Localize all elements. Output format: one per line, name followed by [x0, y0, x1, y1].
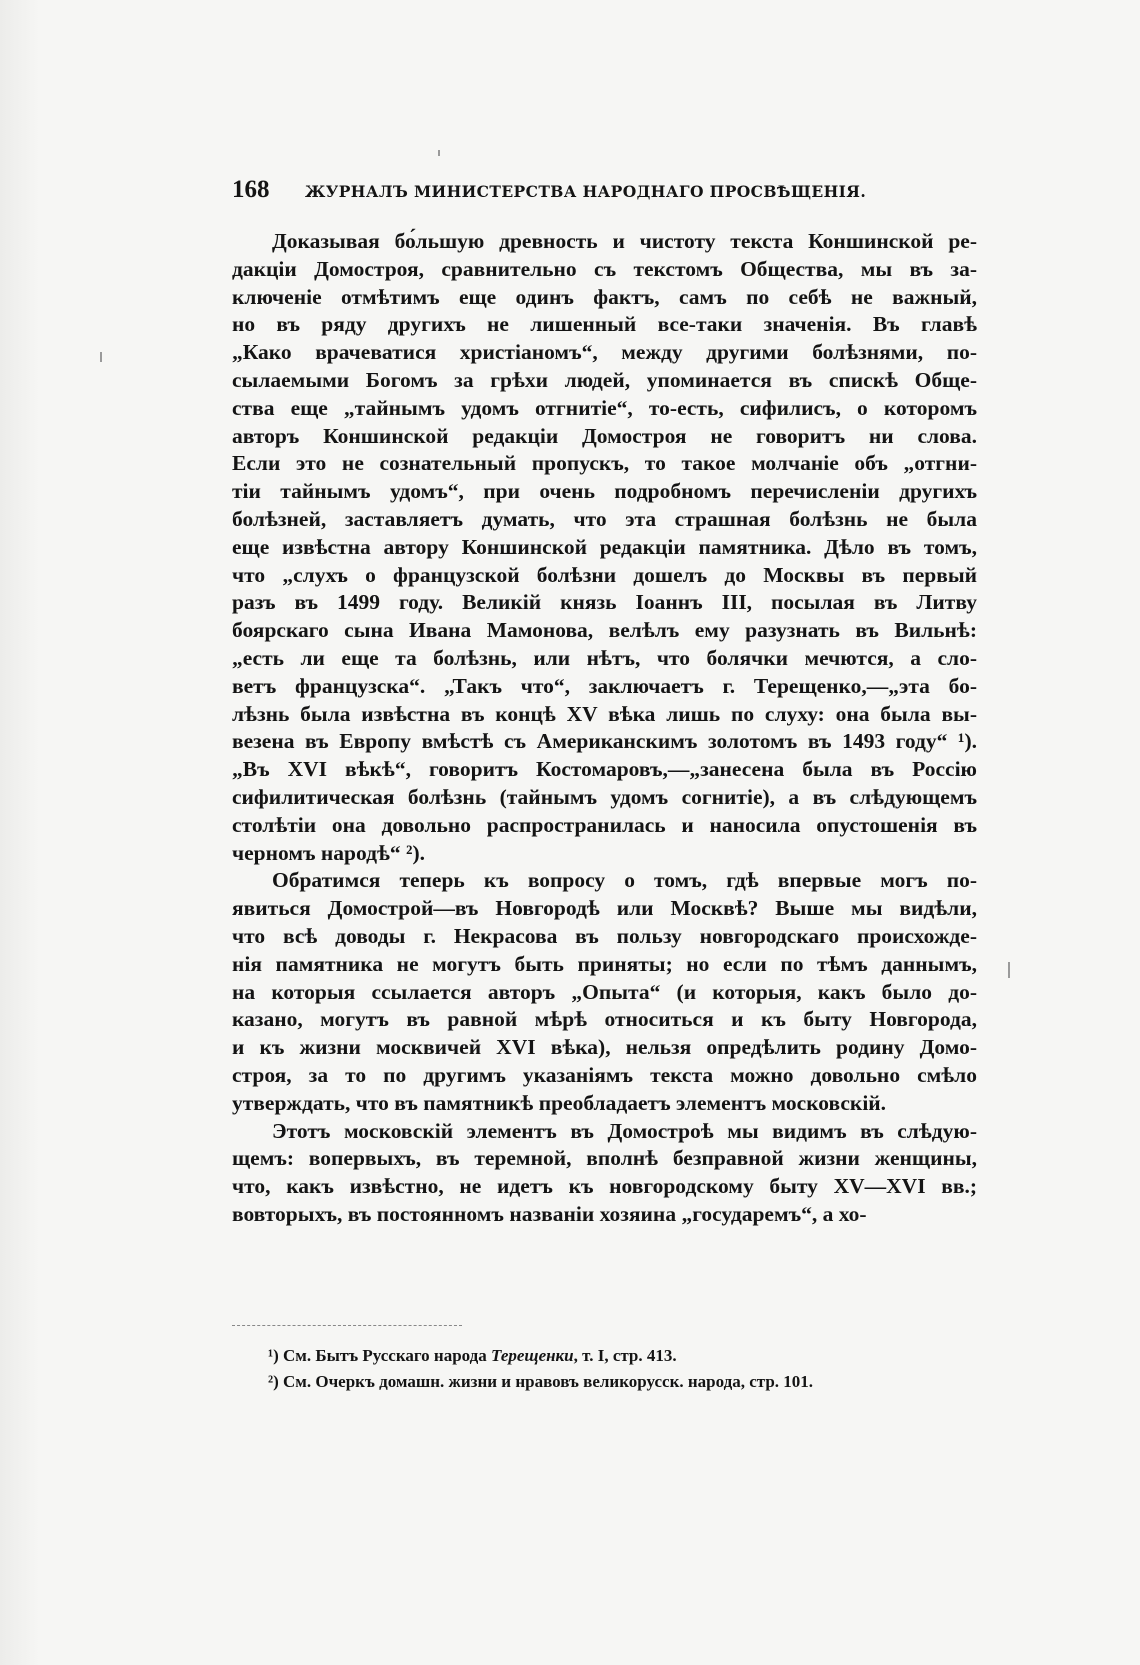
text-line: тіи тайнымъ удомъ“, при очень подробномъ перечисленіи другихъ: [232, 479, 977, 504]
text-line: что всѣ доводы г. Некрасова въ пользу новгородскаго происхожде-: [232, 923, 977, 948]
text-line: сифилитическая болѣзнь (тайнымъ удомъ согнитіе), а въ слѣдующемъ: [232, 784, 977, 809]
running-title: ЖУРНАЛЪ МИНИСТЕРСТВА НАРОДНАГО ПРОСВѢЩЕНІЯ.: [305, 182, 867, 201]
text-line: явиться Домострой—въ Новгородѣ или Москвѣ? Выше мы видѣли,: [232, 896, 977, 921]
text-line: ства еще „тайнымъ удомъ отгнитіе“, то-есть, сифилисъ, о которомъ: [232, 395, 977, 420]
footnotes: [268, 1343, 968, 1395]
text-line: еще извѣстна автору Коншинской редакціи памятника. Дѣло въ томъ,: [232, 534, 977, 559]
text-line: ветъ французска“. „Такъ что“, заключаетъ г. Терещенко,—„эта бо-: [232, 673, 977, 698]
scan-speck: [438, 150, 440, 156]
text-line: боярскаго сына Ивана Мамонова, велѣлъ ему разузнать въ Вильнѣ:: [232, 618, 977, 643]
text-line: черномъ народѣ“ ²).: [232, 840, 426, 865]
footnote-1-prefix: ¹) См. Бытъ Русскаго народа: [268, 1346, 492, 1365]
text-line: болѣзней, заставляетъ думать, что эта страшная болѣзнь не была: [232, 506, 977, 531]
text-line: дакціи Домостроя, сравнительно съ текстомъ Общества, мы въ за-: [232, 256, 977, 281]
page-header: [232, 176, 977, 206]
footnote-1-suffix: , т. I, стр. 413.: [573, 1346, 677, 1365]
scan-speck: [100, 352, 102, 362]
text-line: утверждать, что въ памятникѣ преобладаетъ элементъ московскій.: [232, 1090, 887, 1115]
text-line: лѣзнь была извѣстна въ концѣ XV вѣка лишь по слуху: она была вы-: [232, 701, 977, 726]
text-line: „есть ли еще та болѣзнь, или нѣтъ, что болячки мечются, а сло-: [232, 645, 977, 670]
text-line: и къ жизни москвичей XVI вѣка), нельзя опредѣлить родину Домо-: [232, 1035, 977, 1060]
text-line: „Како врачеватися христіаномъ“, между другими болѣзнями, по-: [232, 340, 977, 365]
body-text: [232, 228, 977, 1229]
text-line: разъ въ 1499 году. Великій князь Іоаннъ III, посылая въ Литву: [232, 590, 977, 615]
scan-speck: [1008, 962, 1010, 978]
footnote-1-author: Терещенки: [491, 1346, 574, 1365]
text-line: Этотъ московскій элементъ въ Домостроѣ мы видимъ въ слѣдую-: [272, 1118, 977, 1143]
text-line: Обратимся теперь къ вопросу о томъ, гдѣ впервые могъ по-: [272, 868, 977, 893]
text-line: Доказывая бо́льшую древность и чистоту текста Коншинской ре-: [272, 229, 977, 253]
text-line: нія памятника не могутъ быть приняты; но если по тѣмъ даннымъ,: [232, 951, 977, 976]
footnote-1: [268, 1343, 968, 1369]
text-line: но въ ряду другихъ не лишенный все-таки значенія. Въ главѣ: [232, 312, 977, 337]
footnote-2: ²) См. Очеркъ домашн. жизни и нравовъ великорусск. народа, стр. 101.: [268, 1372, 814, 1391]
text-line: вовторыхъ, въ постоянномъ названіи хозяина „государемъ“, а хо-: [232, 1201, 867, 1226]
text-line: сылаемыми Богомъ за грѣхи людей, упоминается въ спискѣ Обще-: [232, 367, 977, 392]
text-line: что, какъ извѣстно, не идетъ къ новгородскому быту XV—XVI вв.;: [232, 1174, 977, 1199]
text-line: на которыя ссылается авторъ „Опыта“ (и которыя, какъ было до-: [232, 979, 977, 1004]
footnote-separator: [232, 1325, 462, 1326]
text-line: Если это не сознательный пропускъ, то такое молчаніе объ „отгни-: [232, 451, 977, 476]
text-line: казано, могутъ въ равной мѣрѣ относиться и къ быту Новгорода,: [232, 1007, 977, 1032]
text-line: ключеніе отмѣтимъ еще одинъ фактъ, самъ по себѣ не важный,: [232, 284, 977, 309]
text-line: что „слухъ о французской болѣзни дошелъ до Москвы въ первый: [232, 562, 977, 587]
text-line: авторъ Коншинской редакціи Домостроя не говоритъ ни слова.: [232, 423, 977, 448]
text-line: „Въ XVI вѣкѣ“, говоритъ Костомаровъ,—„занесена была въ Россію: [232, 757, 977, 782]
page-edge-shadow: [0, 0, 40, 1665]
text-line: столѣтіи она довольно распространилась и наносила опустошенія въ: [232, 812, 977, 837]
page-number: 168: [232, 176, 270, 203]
text-line: везена въ Европу вмѣстѣ съ Американскимъ золотомъ въ 1493 году“ ¹).: [232, 729, 977, 754]
text-line: щемъ: вопервыхъ, въ теремной, вполнѣ безправной жизни женщины,: [232, 1146, 977, 1171]
text-line: строя, за то по другимъ указаніямъ текста можно довольно смѣло: [232, 1062, 977, 1087]
